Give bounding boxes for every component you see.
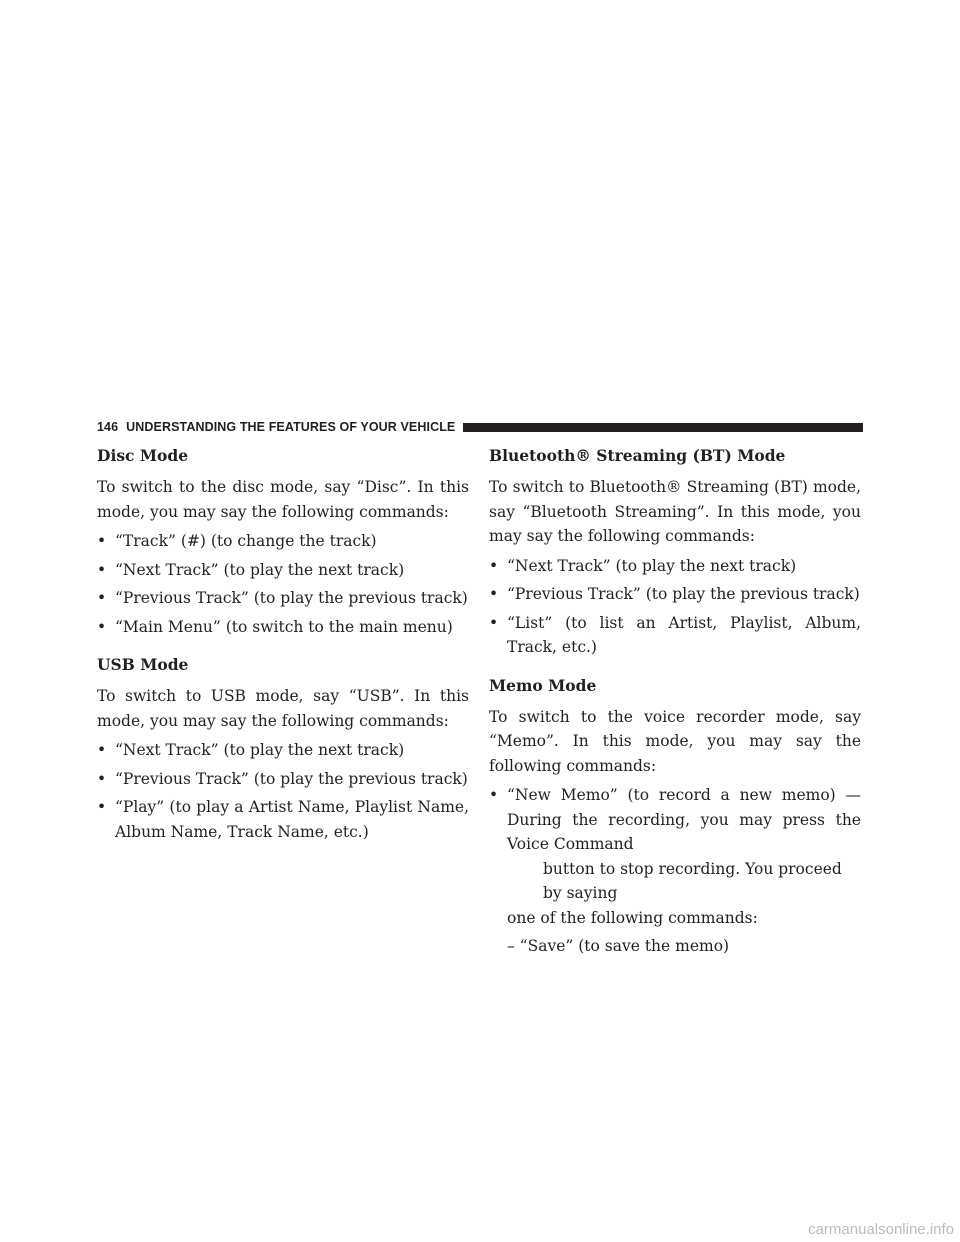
page-number: 146	[97, 420, 119, 434]
list-item: • “Previous Track” (to play the previous track)	[489, 582, 861, 607]
header-rule	[463, 423, 863, 432]
left-column	[97, 444, 469, 848]
disc-mode-heading: Disc Mode	[97, 446, 189, 465]
list-item: • “Play” (to play a Artist Name, Playlist Name, Album Name, Track Name, etc.)	[97, 795, 469, 844]
usb-mode-commands	[97, 738, 469, 844]
list-item: • “New Memo” (to record a new memo) — During the recording, you may press the Voice Command	[489, 783, 861, 857]
disc-mode-commands	[97, 529, 469, 639]
list-item: • “Next Track” (to play the next track)	[97, 558, 469, 583]
list-item: • “Previous Track” (to play the previous track)	[97, 767, 469, 792]
memo-mode-commands	[489, 783, 861, 857]
list-item: • “Next Track” (to play the next track)	[489, 554, 861, 579]
bullet-icon: •	[97, 532, 107, 550]
memo-mode-intro: To switch to the voice recorder mode, say “Memo”. In this mode, you may say the following commands:	[489, 707, 861, 775]
bullet-icon: •	[489, 556, 499, 575]
page-header	[97, 418, 863, 436]
memo-item-continuation: button to stop recording. You proceed by saying	[543, 859, 842, 902]
sub-list-item: – “Save” (to save the memo)	[507, 937, 730, 955]
bt-mode-commands	[489, 554, 861, 660]
disc-mode-intro: To switch to the disc mode, say “Disc”. In this mode, you may say the following commands:	[97, 478, 469, 521]
bullet-icon: •	[97, 617, 107, 636]
usb-mode-intro: To switch to USB mode, say “USB”. In this mode, you may say the following commands:	[97, 687, 469, 730]
memo-item-end: one of the following commands:	[507, 908, 758, 927]
usb-mode-heading: USB Mode	[97, 655, 189, 674]
bullet-icon: •	[489, 613, 499, 632]
bullet-icon: •	[97, 741, 107, 759]
section-title: UNDERSTANDING THE FEATURES OF YOUR VEHICLE	[126, 420, 456, 434]
memo-mode-heading: Memo Mode	[489, 675, 597, 695]
watermark: carmanualsonline.info	[808, 1221, 954, 1238]
bt-mode-heading: Bluetooth® Streaming (BT) Mode	[489, 446, 786, 465]
bt-mode-intro: To switch to Bluetooth® Streaming (BT) mode, say “Bluetooth Streaming”. In this mode, you may say the following commands:	[489, 478, 861, 545]
list-item: • “Track” (#) (to change the track)	[97, 529, 469, 554]
list-item: • “List” (to list an Artist, Playlist, Album, Track, etc.)	[489, 611, 861, 660]
bullet-icon: •	[97, 589, 107, 607]
list-item: • “Main Menu” (to switch to the main menu)	[97, 615, 469, 640]
bullet-icon: •	[97, 798, 107, 816]
bullet-icon: •	[97, 769, 107, 788]
list-item: • “Next Track” (to play the next track)	[97, 738, 469, 763]
bullet-icon: •	[489, 786, 499, 804]
right-column	[489, 444, 861, 959]
list-item: • “Previous Track” (to play the previous track)	[97, 586, 469, 611]
bullet-icon: •	[97, 560, 107, 579]
bullet-icon: •	[489, 585, 499, 603]
